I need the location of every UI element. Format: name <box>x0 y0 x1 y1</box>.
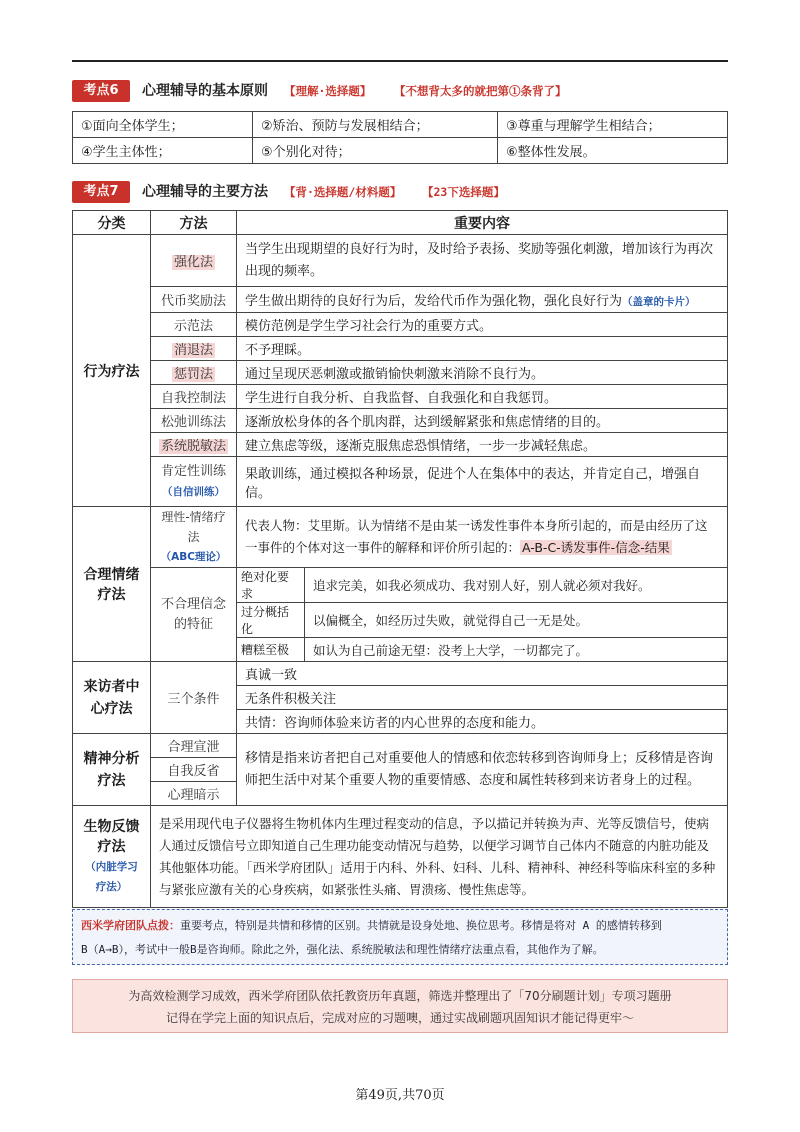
method-cell: 三个条件 <box>151 662 237 734</box>
content-text: 代表人物：艾里斯。认为情绪不是由某一诱发性事件本身所引起的，而是由经历了这一事件的个体对这一事件的解释和评价所引起的： <box>245 518 708 555</box>
content-cell <box>237 287 728 313</box>
method-cell: 合理宣泄 <box>151 734 237 758</box>
section6-title: 心理辅导的基本原则 <box>142 83 268 99</box>
section6-header <box>72 80 728 102</box>
method-cell <box>151 507 237 568</box>
top-rule <box>72 60 728 62</box>
principle-cell: ②矫治、预防与发展相结合； <box>253 112 498 138</box>
tips-line1 <box>81 914 719 938</box>
methods-table <box>72 210 728 908</box>
table-row <box>73 507 728 568</box>
page-number: 第49页,共70页 <box>355 1088 445 1103</box>
tips-lead: 西米学府团队点拨： <box>81 919 180 932</box>
header-content: 重要内容 <box>237 211 728 235</box>
content-cell: 通过呈现厌恶刺激或撤销愉快刺激来消除不良行为。 <box>237 361 728 385</box>
table-row <box>73 457 728 507</box>
header-method: 方法 <box>151 211 237 235</box>
belief-desc: 追求完美，如我必须成功、我对别人好，别人就必须对我好。 <box>305 568 728 603</box>
method-note: （自信训练） <box>162 485 225 498</box>
content-cell: 移情是指来访者把自己对重要他人的情感和依恋转移到咨询师身上；反移情是咨询师把生活中对某个重要人物的重要情感、态度和属性转移到来访者身上的过程。 <box>237 734 728 806</box>
tips-box <box>72 909 728 965</box>
content-note: （盖章的卡片） <box>622 296 696 308</box>
belief-desc: 以偏概全，如经历过失败，就觉得自己一无是处。 <box>305 603 728 638</box>
content-cell: 建立焦虑等级，逐渐克服焦虑恐惧情绪，一步一步减轻焦虑。 <box>237 433 728 457</box>
method-cell: 代币奖励法 <box>151 287 237 313</box>
method-label: 理性-情绪疗法 <box>161 510 226 544</box>
method-label: 强化法 <box>173 255 213 270</box>
content-cell: 果敢训练，通过模拟各种场景，促进个人在集体中的表达，并肯定自己，增强自信。 <box>237 457 728 507</box>
category-client: 来访者中心疗法 <box>73 662 151 734</box>
table-row <box>73 337 728 361</box>
method-cell <box>151 337 237 361</box>
header-category: 分类 <box>73 211 151 235</box>
table-row <box>73 112 728 138</box>
section7-note2: 【23下选择题】 <box>422 185 505 199</box>
content-cell: 模仿范例是学生学习社会行为的重要方式。 <box>237 313 728 337</box>
category-bio <box>73 806 151 908</box>
table-row <box>73 313 728 337</box>
section6-note1: 【理解·选择题】 <box>284 84 372 98</box>
method-cell <box>151 457 237 507</box>
tips-line2: B（A→B），考试中一般B是咨询师。除此之外，强化法、系统脱敏法和理性情绪疗法重点看，其他作为了解。 <box>81 943 604 956</box>
belief-name: 绝对化要求 <box>237 568 305 603</box>
promo-line1: 为高效检测学习成效，西米学府团队依托教资历年真题，筛选并整理出了「70分刷题计划」专项习题册 <box>128 989 672 1003</box>
principle-cell: ④学生主体性； <box>73 138 253 164</box>
table-row <box>73 568 728 603</box>
content-text: 学生做出期待的良好行为后，发给代币作为强化物，强化良好行为 <box>245 294 623 309</box>
method-cell: 示范法 <box>151 313 237 337</box>
content-cell: 学生进行自我分析、自我监督、自我强化和自我惩罚。 <box>237 385 728 409</box>
table-row <box>73 734 728 758</box>
belief-name: 糟糕至极 <box>237 638 305 662</box>
method-label: 肯定性训练 <box>160 463 226 479</box>
method-cell <box>151 361 237 385</box>
promo-box <box>72 979 728 1033</box>
method-cell: 不合理信念的特征 <box>151 568 237 662</box>
method-label: 惩罚法 <box>173 367 213 382</box>
table-row <box>73 409 728 433</box>
category-psycho: 精神分析疗法 <box>73 734 151 806</box>
category-note: （内脏学习疗法） <box>85 860 138 893</box>
content-cell: 当学生出现期望的良好行为时，及时给予表扬、奖励等强化刺激，增加该行为再次出现的频率。 <box>237 235 728 287</box>
content-cell: 不予理睬。 <box>237 337 728 361</box>
table-row <box>73 385 728 409</box>
section7-title: 心理辅导的主要方法 <box>142 184 268 200</box>
content-cell: 无条件积极关注 <box>237 686 728 710</box>
principle-cell: ①面向全体学生； <box>73 112 253 138</box>
method-cell: 松弛训练法 <box>151 409 237 433</box>
content-cell: 真诚一致 <box>237 662 728 686</box>
content-cell: 是采用现代电子仪器将生物机体内生理过程变动的信息，予以描记并转换为声、光等反馈信号，使病人通过反馈信号立即知道自己生理功能变动情况与趋势，以便学习调节自己体内不随意的内脏功能及其他躯体功能。「西米学府团队」适用于内科、外科、妇科、儿科、精神科、神经科等临床科室的多种与紧张应激有关的心身疾病，如紧张性头痛、胃溃疡、慢性焦虑等。 <box>151 806 728 908</box>
section7-header <box>72 181 728 203</box>
section7-note1: 【背·选择题/材料题】 <box>284 185 402 199</box>
table-row <box>73 662 728 686</box>
table-row <box>73 287 728 313</box>
principle-cell: ⑥整体性发展。 <box>498 138 728 164</box>
table-row <box>73 433 728 457</box>
promo-line2: 记得在学完上面的知识点后，完成对应的习题噢，通过实战刷题巩固知识才能记得更牢～ <box>165 1011 634 1025</box>
method-label: 消退法 <box>173 343 213 358</box>
table-header-row <box>73 211 728 235</box>
section6-tag: 考点6 <box>72 80 130 102</box>
content-cell <box>237 507 728 568</box>
method-cell: 自我控制法 <box>151 385 237 409</box>
method-cell <box>151 235 237 287</box>
principle-cell: ③尊重与理解学生相结合； <box>498 112 728 138</box>
method-cell: 自我反省 <box>151 758 237 782</box>
table-row <box>73 138 728 164</box>
category-behavior: 行为疗法 <box>73 235 151 507</box>
principles-table <box>72 111 728 164</box>
belief-desc: 如认为自己前途无望：没考上大学，一切都完了。 <box>305 638 728 662</box>
tips-text: 重要考点，特别是共情和移情的区别。共情就是设身处地、换位思考。移情是将对 A 的感情转移到 <box>180 919 662 932</box>
category-rational: 合理情绪疗法 <box>73 507 151 662</box>
belief-name: 过分概括化 <box>237 603 305 638</box>
table-row <box>73 806 728 908</box>
method-cell: 心理暗示 <box>151 782 237 806</box>
method-label: 系统脱敏法 <box>161 439 227 454</box>
table-row <box>73 361 728 385</box>
method-note: （ABC理论） <box>160 551 227 563</box>
content-cell: 逐渐放松身体的各个肌肉群，达到缓解紧张和焦虑情绪的目的。 <box>237 409 728 433</box>
principle-cell: ⑤个别化对待； <box>253 138 498 164</box>
section7-tag: 考点7 <box>72 181 130 203</box>
content-cell: 共情：咨询师体验来访者的内心世界的态度和能力。 <box>237 710 728 734</box>
method-cell <box>151 433 237 457</box>
category-label: 生物反馈疗法 <box>83 818 140 855</box>
table-row <box>73 235 728 287</box>
abc-highlight: A-B-C-诱发事件-信念-结果 <box>522 540 670 555</box>
section6-note2: 【不想背太多的就把第①条背了】 <box>394 84 567 98</box>
